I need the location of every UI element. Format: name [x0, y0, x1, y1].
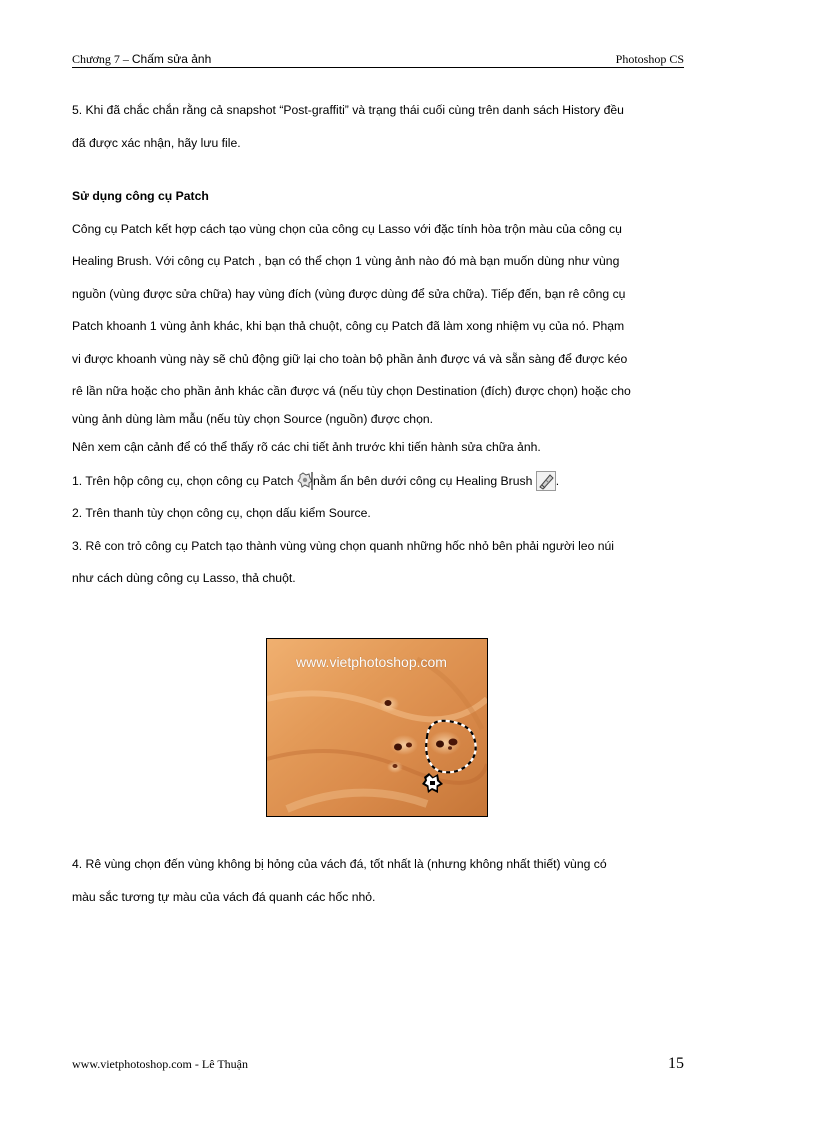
paragraph-line: rê lần nữa hoặc cho phần ảnh khác cần được vá (nếu tùy chọn Destination (đích) được chọn) hoặc cho [72, 384, 631, 398]
page-header [72, 52, 684, 68]
step-1-text-c: . [555, 473, 560, 488]
paragraph-line: Công cụ Patch kết hợp cách tạo vùng chọn của công cụ Lasso với đặc tính hòa trộn màu của công cụ [72, 221, 622, 236]
patch-tool-example-image [266, 638, 488, 817]
step-4-line-1: 4. Rê vùng chọn đến vùng không bị hỏng của vách đá, tốt nhất là (nhưng không nhất thiết) vùng có [72, 857, 607, 871]
chapter-number: Chương 7 – [72, 52, 132, 66]
step-1-line [72, 465, 687, 498]
section-heading: Sử dụng công cụ Patch [72, 189, 209, 203]
step-3-line-2: như cách dùng công cụ Lasso, thả chuột. [72, 571, 296, 585]
step-4-block [72, 848, 687, 913]
paragraph-line: Patch khoanh 1 vùng ảnh khác, khi bạn thả chuột, công cụ Patch đã làm xong nhiệm vụ của nó. Phạm [72, 319, 625, 333]
step-5-line-2: đã được xác nhận, hãy lưu file. [72, 135, 241, 150]
step-5-block [72, 94, 687, 159]
page-number: 15 [668, 1055, 684, 1072]
paragraph-line: Healing Brush. Với công cụ Patch , bạn có thể chọn 1 vùng ảnh nào đó mà bạn muốn dùng như vùng [72, 254, 620, 268]
step-2-line: 2. Trên thanh tùy chọn công cụ, chọn dấu kiểm Source. [72, 506, 371, 520]
step-3-line-1: 3. Rê con trỏ công cụ Patch tạo thành vùng vùng chọn quanh những hốc nhỏ bên phải người leo núi [72, 538, 614, 553]
paragraph-line: vùng ảnh dùng làm mẫu (nếu tùy chọn Source (nguồn) được chọn. [72, 411, 434, 426]
header-chapter [72, 52, 211, 67]
patch-tool-icon [297, 470, 313, 488]
chapter-title: Chấm sửa ảnh [131, 52, 212, 66]
patch-section [72, 180, 687, 595]
healing-brush-icon [536, 471, 556, 491]
step-1-text-a: 1. Trên hộp công cụ, chọn công cụ Patch [72, 473, 297, 488]
header-book-title: Photoshop CS [615, 52, 684, 66]
paragraph-line: vi được khoanh vùng này sẽ chủ động giữ lại cho toàn bộ phần ảnh được vá và sẵn sàng để được kéo [72, 351, 628, 366]
step-5-line-1: 5. Khi đã chắc chắn rằng cả snapshot “Post-graffiti” và trạng thái cuối cùng trên danh sách History đều [72, 103, 624, 117]
step-4-line-2: màu sắc tương tự màu của vách đá quanh các hốc nhỏ. [72, 889, 376, 904]
footer-site: www.vietphotoshop.com - Lê Thuận [72, 1057, 248, 1071]
note-line: Nên xem cận cảnh để có thể thấy rõ các chi tiết ảnh trước khi tiến hành sửa chữa ảnh. [72, 439, 541, 454]
step-1-text-b: nằm ẩn bên dưới công cụ Healing Brush [312, 473, 536, 488]
paragraph-line: nguồn (vùng được sửa chữa) hay vùng đích (vùng được dùng để sửa chữa). Tiếp đến, bạn rê công cụ [72, 286, 626, 301]
image-watermark: www.vietphotoshop.com [296, 654, 447, 670]
